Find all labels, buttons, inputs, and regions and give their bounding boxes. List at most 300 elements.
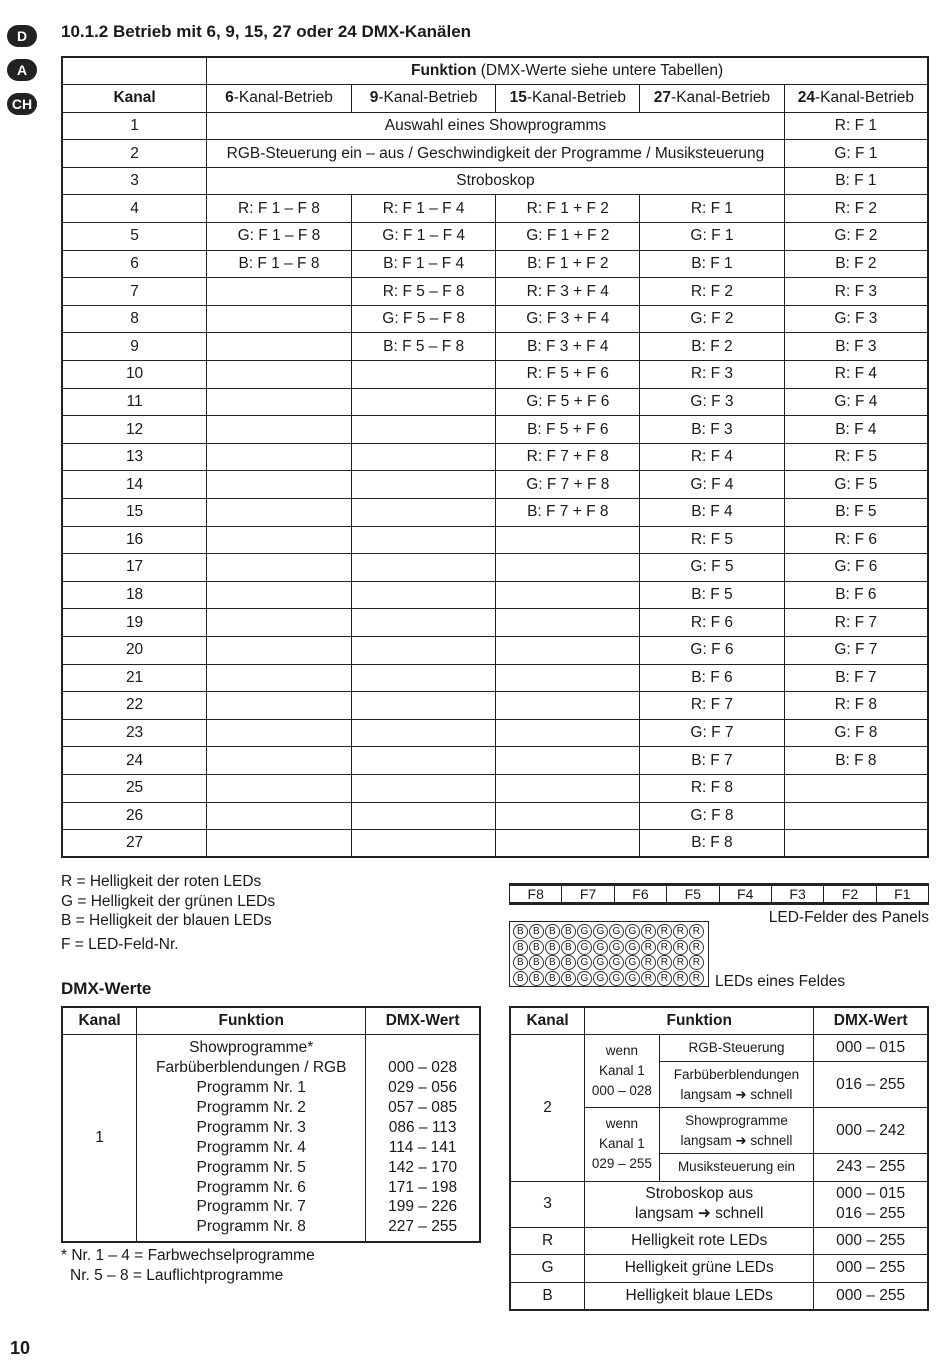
mode-27-cell: G: F 7: [640, 719, 785, 747]
mode-24-cell: R: F 2: [784, 195, 928, 223]
mode-6-cell: [207, 416, 352, 444]
mode-6-cell: [207, 774, 352, 802]
mode-15-cell: [496, 609, 640, 637]
led-icon: R: [657, 940, 672, 955]
mode-9-cell: B: F 5 – F 8: [351, 333, 496, 361]
mode-24-cell: [784, 802, 928, 830]
mode-6-cell: [207, 471, 352, 499]
channel-cell: 8: [62, 305, 207, 333]
table-row: [62, 499, 928, 527]
channel-cell: 22: [62, 692, 207, 720]
channel-cell: 23: [62, 719, 207, 747]
mode-15-cell: [496, 719, 640, 747]
function-cell: Musiksteuerung ein: [659, 1154, 814, 1182]
channel-cell: 1: [62, 112, 207, 140]
channel-cell: 13: [62, 443, 207, 471]
mode-6-cell: [207, 581, 352, 609]
table-row: [62, 333, 928, 361]
table-row: [62, 664, 928, 692]
mode-27-cell: R: F 3: [640, 361, 785, 389]
function-cell: RGB-Steuerung: [659, 1034, 814, 1062]
channel-cell: 4: [62, 195, 207, 223]
mode-24-cell: B: F 4: [784, 416, 928, 444]
channel-cell: 3: [62, 167, 207, 195]
channel-cell: 3: [510, 1181, 585, 1227]
mode-header-15: 15-Kanal-Betrieb: [496, 85, 640, 113]
mode-9-cell: [351, 416, 496, 444]
led-icon: G: [577, 955, 592, 970]
mode-9-cell: [351, 802, 496, 830]
channel-cell: 21: [62, 664, 207, 692]
panel-caption: LED-Felder des Panels: [768, 909, 929, 926]
function-cell: RGB-Steuerung ein – aus / Geschwindigkeit der Programme / Musiksteuerung: [207, 140, 785, 168]
mode-15-cell: R: F 1 + F 2: [496, 195, 640, 223]
mode-27-cell: R: F 6: [640, 609, 785, 637]
mode-24-cell: G: F 7: [784, 636, 928, 664]
language-badge-ch: CH: [7, 93, 37, 115]
mode-27-cell: R: F 8: [640, 774, 785, 802]
led-icon: G: [625, 924, 640, 939]
col-header-dmx-wert: DMX-Wert: [366, 1007, 480, 1034]
mode-15-cell: [496, 526, 640, 554]
mode-27-cell: G: F 5: [640, 554, 785, 582]
col-header-funktion: Funktion: [137, 1007, 366, 1034]
table-row: [62, 526, 928, 554]
value-cell: 000 – 255: [814, 1255, 928, 1283]
channel-cell: 27: [62, 830, 207, 858]
mode-9-cell: G: F 5 – F 8: [351, 305, 496, 333]
function-cell: Helligkeit rote LEDs: [585, 1227, 814, 1255]
mode-9-cell: [351, 581, 496, 609]
mode-15-cell: G: F 5 + F 6: [496, 388, 640, 416]
mode-9-cell: [351, 609, 496, 637]
mode-15-cell: B: F 1 + F 2: [496, 250, 640, 278]
channel-cell: 12: [62, 416, 207, 444]
led-icon: R: [641, 940, 656, 955]
panel-field-label: F3: [771, 886, 823, 902]
mode-9-cell: [351, 636, 496, 664]
mode-24-cell: B: F 6: [784, 581, 928, 609]
mode-9-cell: [351, 443, 496, 471]
led-row: [513, 955, 705, 971]
mode-9-cell: [351, 388, 496, 416]
mode-24-cell: [784, 774, 928, 802]
channel-cell: 18: [62, 581, 207, 609]
value-item: 029 – 056: [388, 1079, 458, 1097]
mode-27-cell: G: F 1: [640, 223, 785, 251]
mode-24-cell: R: F 1: [784, 112, 928, 140]
mode-6-cell: [207, 361, 352, 389]
mode-24-cell: B: F 7: [784, 664, 928, 692]
function-item: Programm Nr. 2: [196, 1098, 306, 1116]
legend-r: R = Helligkeit der roten LEDs: [61, 873, 262, 890]
col-header-kanal: Kanal: [62, 1007, 137, 1034]
mode-27-cell: B: F 6: [640, 664, 785, 692]
mode-9-cell: [351, 499, 496, 527]
mode-24-cell: R: F 8: [784, 692, 928, 720]
led-icon: G: [625, 940, 640, 955]
value-item: 000 – 028: [388, 1059, 458, 1077]
channel-cell: 14: [62, 471, 207, 499]
value-item: 057 – 085: [388, 1098, 458, 1116]
mode-9-cell: [351, 692, 496, 720]
led-icon: B: [513, 924, 528, 939]
led-icon: R: [689, 971, 704, 986]
section-heading: 10.1.2 Betrieb mit 6, 9, 15, 27 oder 24 DMX-Kanälen: [61, 22, 472, 41]
table-row: [62, 719, 928, 747]
function-item: Programm Nr. 5: [196, 1158, 306, 1176]
channel-cell: 20: [62, 636, 207, 664]
language-badge-d: D: [7, 25, 37, 47]
led-row: [513, 940, 705, 956]
table-row: [62, 774, 928, 802]
value-cell: 000 – 015 016 – 255: [814, 1181, 928, 1227]
value-cell: 000 – 242: [814, 1108, 928, 1154]
table-row: [62, 747, 928, 775]
dmx-values-table-channel2: [509, 1006, 929, 1311]
value-cell: 000 – 255: [814, 1227, 928, 1255]
mode-9-cell: [351, 774, 496, 802]
led-icon: B: [561, 940, 576, 955]
empty-corner: [62, 57, 207, 85]
channel-cell: 10: [62, 361, 207, 389]
footnote-line-2: Nr. 5 – 8 = Lauflichtprogramme: [70, 1267, 284, 1284]
mode-27-cell: B: F 4: [640, 499, 785, 527]
led-icon: B: [561, 924, 576, 939]
mode-15-cell: [496, 581, 640, 609]
table-row: [62, 471, 928, 499]
function-header: Funktion (DMX-Werte siehe untere Tabellen): [207, 57, 928, 85]
led-icon: G: [625, 955, 640, 970]
function-item: Programm Nr. 3: [196, 1118, 306, 1136]
mode-6-cell: [207, 664, 352, 692]
mode-6-cell: [207, 802, 352, 830]
mode-6-cell: G: F 1 – F 8: [207, 223, 352, 251]
table-row: [62, 554, 928, 582]
mode-24-cell: R: F 4: [784, 361, 928, 389]
mode-27-cell: R: F 2: [640, 278, 785, 306]
led-icon: G: [609, 955, 624, 970]
mode-15-cell: [496, 802, 640, 830]
led-icon: B: [545, 971, 560, 986]
function-cell: Stroboskop: [207, 167, 785, 195]
table-row: [62, 250, 928, 278]
mode-24-cell: R: F 7: [784, 609, 928, 637]
led-caption: LEDs eines Feldes: [715, 973, 846, 990]
mode-9-cell: [351, 747, 496, 775]
value-list: [366, 1034, 480, 1242]
mode-27-cell: G: F 8: [640, 802, 785, 830]
mode-header-27: 27-Kanal-Betrieb: [640, 85, 785, 113]
function-item: Programm Nr. 8: [196, 1218, 306, 1236]
value-item: 086 – 113: [388, 1118, 457, 1136]
channel-cell: 2: [510, 1034, 585, 1181]
led-icon: G: [593, 955, 608, 970]
led-icon: B: [561, 955, 576, 970]
led-row: [513, 971, 705, 987]
channel-cell: G: [510, 1255, 585, 1283]
mode-24-cell: R: F 3: [784, 278, 928, 306]
function-list: [137, 1034, 366, 1242]
led-row: [513, 924, 705, 940]
mode-27-cell: B: F 3: [640, 416, 785, 444]
value-cell: 000 – 255: [814, 1282, 928, 1310]
channel-cell: 9: [62, 333, 207, 361]
panel-field-strip: [509, 883, 929, 905]
panel-field-label: F4: [719, 886, 771, 902]
abbreviation-legend: [61, 872, 275, 954]
led-icon: R: [689, 955, 704, 970]
value-item: 114 – 141: [388, 1138, 457, 1156]
mode-9-cell: [351, 830, 496, 858]
led-icon: G: [577, 940, 592, 955]
mode-header-24: 24-Kanal-Betrieb: [784, 85, 928, 113]
led-icon: G: [609, 971, 624, 986]
mode-6-cell: [207, 526, 352, 554]
mode-header-9: 9-Kanal-Betrieb: [351, 85, 496, 113]
channel-cell: 19: [62, 609, 207, 637]
function-cell: Showprogramme langsam ➜ schnell: [659, 1108, 814, 1154]
led-icon: G: [577, 924, 592, 939]
channel-cell: 7: [62, 278, 207, 306]
channel-cell: 26: [62, 802, 207, 830]
led-icon: G: [609, 940, 624, 955]
mode-9-cell: [351, 719, 496, 747]
mode-27-cell: R: F 7: [640, 692, 785, 720]
mode-24-cell: R: F 6: [784, 526, 928, 554]
mode-9-cell: [351, 526, 496, 554]
mode-15-cell: [496, 636, 640, 664]
function-cell: Helligkeit blaue LEDs: [585, 1282, 814, 1310]
function-item: Programm Nr. 7: [196, 1198, 306, 1216]
led-icon: G: [593, 940, 608, 955]
legend-g: G = Helligkeit der grünen LEDs: [61, 892, 276, 910]
panel-field-label: F2: [823, 886, 875, 902]
mode-27-cell: R: F 1: [640, 195, 785, 223]
led-icon: G: [609, 924, 624, 939]
mode-9-cell: [351, 664, 496, 692]
panel-field-label: F5: [666, 886, 718, 902]
table-row: [62, 112, 928, 140]
mode-24-cell: B: F 2: [784, 250, 928, 278]
led-icon: B: [545, 924, 560, 939]
mode-15-cell: B: F 5 + F 6: [496, 416, 640, 444]
mode-6-cell: [207, 333, 352, 361]
mode-6-cell: [207, 636, 352, 664]
col-header-funktion: Funktion: [585, 1007, 814, 1034]
function-item: Programm Nr. 1: [196, 1079, 306, 1097]
mode-27-cell: R: F 5: [640, 526, 785, 554]
led-icon: R: [657, 971, 672, 986]
mode-6-cell: R: F 1 – F 8: [207, 195, 352, 223]
channel-cell: R: [510, 1227, 585, 1255]
mode-27-cell: B: F 5: [640, 581, 785, 609]
mode-15-cell: G: F 3 + F 4: [496, 305, 640, 333]
function-item: Programm Nr. 4: [196, 1138, 306, 1156]
table-row: [62, 140, 928, 168]
led-icon: G: [577, 971, 592, 986]
function-item: Showprogramme*: [189, 1039, 314, 1057]
channel-cell: B: [510, 1282, 585, 1310]
mode-27-cell: G: F 3: [640, 388, 785, 416]
language-badge-a: A: [7, 59, 37, 81]
mode-9-cell: [351, 471, 496, 499]
mode-27-cell: B: F 7: [640, 747, 785, 775]
table-row: [62, 636, 928, 664]
table-row: [62, 609, 928, 637]
led-icon: B: [529, 955, 544, 970]
mode-27-cell: G: F 6: [640, 636, 785, 664]
mode-24-cell: G: F 3: [784, 305, 928, 333]
led-icon: R: [641, 924, 656, 939]
mode-24-cell: G: F 4: [784, 388, 928, 416]
mode-6-cell: [207, 388, 352, 416]
led-field-diagram: [509, 921, 709, 987]
mode-24-cell: B: F 1: [784, 167, 928, 195]
led-icon: R: [641, 955, 656, 970]
mode-24-cell: [784, 830, 928, 858]
panel-field-label: F7: [561, 886, 613, 902]
table-row: [62, 802, 928, 830]
mode-6-cell: B: F 1 – F 8: [207, 250, 352, 278]
table-row: [62, 443, 928, 471]
led-icon: G: [625, 971, 640, 986]
dmx-values-heading: DMX-Werte: [61, 979, 152, 998]
function-cell: Auswahl eines Showprogramms: [207, 112, 785, 140]
led-icon: R: [657, 924, 672, 939]
mode-15-cell: [496, 830, 640, 858]
led-icon: B: [545, 940, 560, 955]
mode-24-cell: G: F 1: [784, 140, 928, 168]
table-row: [62, 388, 928, 416]
mode-15-cell: [496, 554, 640, 582]
led-icon: G: [593, 924, 608, 939]
page-number: 10: [10, 1338, 31, 1358]
channel-cell: 6: [62, 250, 207, 278]
value-item: [366, 1038, 479, 1058]
table-row: [62, 223, 928, 251]
kanal-header: Kanal: [62, 85, 207, 113]
channel-cell: 11: [62, 388, 207, 416]
mode-6-cell: [207, 719, 352, 747]
mode-6-cell: [207, 305, 352, 333]
led-icon: R: [673, 940, 688, 955]
mode-6-cell: [207, 443, 352, 471]
mode-15-cell: B: F 7 + F 8: [496, 499, 640, 527]
table-row: [62, 830, 928, 858]
dmx-values-table-channel1: [61, 1006, 481, 1243]
channel-cell: 15: [62, 499, 207, 527]
mode-27-cell: B: F 2: [640, 333, 785, 361]
mode-24-cell: B: F 3: [784, 333, 928, 361]
mode-15-cell: [496, 774, 640, 802]
mode-15-cell: [496, 664, 640, 692]
mode-15-cell: B: F 3 + F 4: [496, 333, 640, 361]
mode-header-6: 6-Kanal-Betrieb: [207, 85, 352, 113]
channel-cell: 17: [62, 554, 207, 582]
mode-15-cell: [496, 747, 640, 775]
mode-15-cell: [496, 692, 640, 720]
mode-9-cell: R: F 5 – F 8: [351, 278, 496, 306]
mode-15-cell: R: F 5 + F 6: [496, 361, 640, 389]
panel-field-label: F6: [614, 886, 666, 902]
table-row: [62, 692, 928, 720]
channel-cell: 25: [62, 774, 207, 802]
panel-field-label: F8: [527, 886, 544, 902]
led-icon: R: [673, 955, 688, 970]
value-item: 171 – 198: [388, 1178, 458, 1196]
mode-6-cell: [207, 747, 352, 775]
function-item: Farbüberblendungen / RGB: [155, 1059, 347, 1077]
mode-27-cell: R: F 4: [640, 443, 785, 471]
value-item: 142 – 170: [388, 1158, 458, 1176]
mode-15-cell: G: F 1 + F 2: [496, 223, 640, 251]
table-row: [62, 581, 928, 609]
mode-27-cell: B: F 1: [640, 250, 785, 278]
mode-9-cell: [351, 361, 496, 389]
condition-cell-a: wenn Kanal 1 000 – 028: [585, 1034, 660, 1108]
table-row: [62, 195, 928, 223]
mode-27-cell: B: F 8: [640, 830, 785, 858]
table-row: [62, 416, 928, 444]
value-item: 199 – 226: [388, 1198, 458, 1216]
value-item: 227 – 255: [388, 1218, 458, 1236]
table-row: [62, 305, 928, 333]
mode-9-cell: B: F 1 – F 4: [351, 250, 496, 278]
table-row: [62, 167, 928, 195]
led-icon: R: [689, 924, 704, 939]
led-icon: B: [529, 924, 544, 939]
led-icon: B: [513, 955, 528, 970]
mode-6-cell: [207, 692, 352, 720]
mode-24-cell: B: F 8: [784, 747, 928, 775]
mode-6-cell: [207, 609, 352, 637]
mode-24-cell: G: F 5: [784, 471, 928, 499]
table-row: [62, 278, 928, 306]
mode-15-cell: G: F 7 + F 8: [496, 471, 640, 499]
footnote: [61, 1246, 315, 1286]
mode-24-cell: G: F 2: [784, 223, 928, 251]
mode-24-cell: R: F 5: [784, 443, 928, 471]
mode-6-cell: [207, 278, 352, 306]
led-icon: G: [593, 971, 608, 986]
led-icon: R: [641, 971, 656, 986]
legend-b: B = Helligkeit der blauen LEDs: [61, 912, 272, 929]
mode-24-cell: G: F 8: [784, 719, 928, 747]
function-cell: Farbüberblendungen langsam ➜ schnell: [659, 1062, 814, 1108]
mode-6-cell: [207, 554, 352, 582]
mode-24-cell: B: F 5: [784, 499, 928, 527]
led-icon: B: [561, 971, 576, 986]
function-cell: Helligkeit grüne LEDs: [585, 1255, 814, 1283]
channel-cell: 2: [62, 140, 207, 168]
led-icon: R: [689, 940, 704, 955]
mode-9-cell: G: F 1 – F 4: [351, 223, 496, 251]
col-header-dmx-wert: DMX-Wert: [814, 1007, 928, 1034]
legend-f: F = LED-Feld-Nr.: [61, 935, 179, 953]
mode-6-cell: [207, 499, 352, 527]
mode-27-cell: G: F 4: [640, 471, 785, 499]
table-row: [62, 361, 928, 389]
led-icon: R: [673, 971, 688, 986]
mode-15-cell: R: F 7 + F 8: [496, 443, 640, 471]
channel-cell: 16: [62, 526, 207, 554]
mode-9-cell: R: F 1 – F 4: [351, 195, 496, 223]
mode-24-cell: G: F 6: [784, 554, 928, 582]
mode-15-cell: R: F 3 + F 4: [496, 278, 640, 306]
condition-cell-b: wenn Kanal 1 029 – 255: [585, 1108, 660, 1182]
led-icon: B: [545, 955, 560, 970]
